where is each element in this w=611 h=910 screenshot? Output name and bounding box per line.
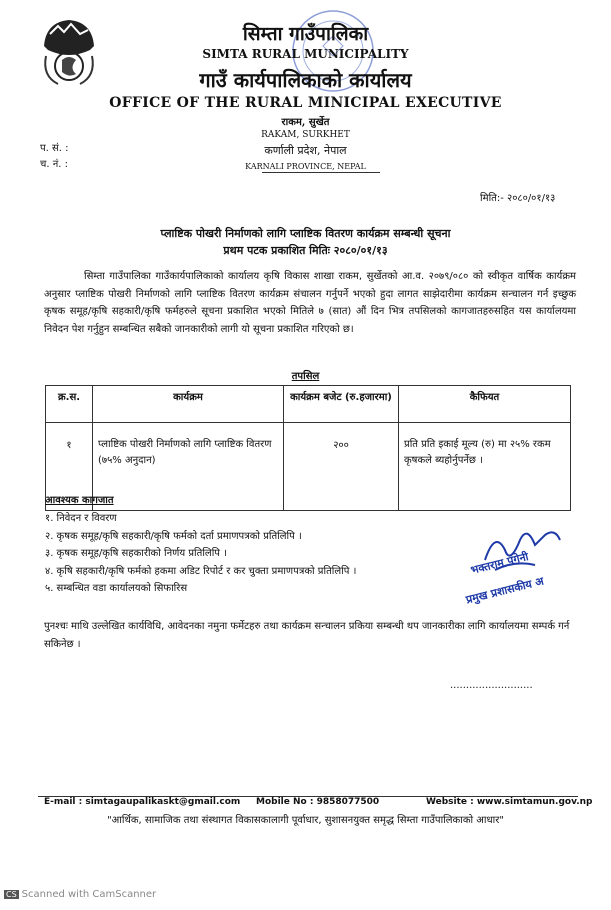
list-item: २. कृषक समूह/कृषि सहकारी/कृषि फर्मको दर्ता प्रमाणपत्रको प्रतिलिपि । [45,530,302,542]
list-item: ५. सम्बन्धित वडा कार्यालयको सिफारिस [45,583,188,594]
cell-remarks: प्रति प्रति इकाई मूल्य (रु) मा २५% रकम कृषकले ब्यहोर्नुपर्नेछ । [399,423,571,511]
list-item: १. निवेदन र विवरण [45,513,117,524]
col-header-sn: क्र.स. [46,386,93,423]
footer-website: Website : www.simtamun.gov.np [426,797,593,807]
notice-title: प्लाष्टिक पोखरी निर्माणको लागि प्लाष्टिक वितरण कार्यक्रम सम्बन्धी सूचना [160,227,451,240]
footer-mobile: Mobile No : 9858077500 [256,797,380,807]
address-np: राकम, सुर्खेत [281,117,330,128]
documents-list [45,510,356,598]
col-header-program: कार्यक्रम [93,386,284,423]
scanner-watermark [4,889,156,900]
province-en: KARNALI PROVINCE, NEPAL [245,162,366,171]
notice-body [44,268,576,338]
office-name-en: OFFICE OF THE RURAL MINICIPAL EXECUTIVE [109,95,502,111]
dispatch-number-label: च. नं. : [40,159,68,170]
scanner-text: Scanned with CamScanner [21,889,157,900]
signatory-title: प्रमुख प्रशासकीय अ [464,574,545,607]
table-header-row [46,386,571,423]
documents-title: आवश्यक कागजात [45,495,114,506]
office-name-np: गाउँ कार्यपालिकाको कार्यालय [199,68,412,92]
signatory-name: भक्तराम पंगेनी [469,550,530,577]
list-item: ४. कृषि सहकारी/कृषि फर्मको हकमा अडिट रिपोर्ट र कर चुक्ता प्रमाणपत्रको प्रतिलिपि । [45,565,357,577]
list-item: ३. कृषक समूह/कृषि सहकारीको निर्णय प्रतिलिपि । [45,548,227,559]
signature-line: .......................... [450,680,533,691]
cell-sn: १ [46,423,93,511]
program-table [45,385,571,511]
notice-subtitle: प्रथम पटक प्रकाशित मितिः २०८०/०१/१३ [223,244,388,257]
province-np: कर्णाली प्रदेश, नेपाल [264,144,347,157]
notice-date: मिति:- २०८०/०१/१३ [480,193,556,204]
municipality-name-np: सिम्ता गाउँपालिका [242,23,369,45]
notice-paragraph: सिम्ता गाउँपालिका गाउँकार्यपालिकाको कार्यालय कृषि विकास शाखा राकम, सुर्खेतको आ.व. २०७९/०८० को स्वीकृत वार्षिक कार्यक्रम अनुसार प्लाष्टिक पोखरी निर्माणको लागि प्लाष्टिक वितरण कार्यक्रम संचालन गर्नुपर्ने भएको हुदा लागत साझेदारीमा कार्यक्रम सन्चालन गर्न इच्छुक कृषक समूह/कृषि सहकारी/कृषि फर्महरुले सूचना प्रकाशित भएको मितिले ७ (सात) औं दिन भित्र तपसिलको कागजातहरुसहित यस कार्यालयमा निवेदन पेश गर्नुहुन सम्बन्धित सबैको जानकारीको लागी यो सूचना प्रकाशित गरिएको छ। [44,271,576,335]
camscanner-badge-icon: CS [6,890,17,899]
cell-budget: २०० [284,423,399,511]
postscript: पुनश्चः माथि उल्लेखित कार्यविधि, आवेदनका नमुना फर्मेटहरु तथा कार्यक्रम सन्चालन प्रकिया सम्बन्धी थप जानकारीका लागि कार्यालयमा सम्पर्क गर्न सकिनेछ । [44,621,570,650]
address-en: RAKAM, SURKHET [261,130,350,140]
letter-number-label: प. सं. : [40,143,69,154]
footer-email: E-mail : simtagaupalikaskt@gmail.com [44,797,241,807]
footer-motto: "आर्थिक, सामाजिक तथा संस्थागत विकासकालागी पूर्वाधार, सुशासनयुक्त समृद्ध सिम्ता गाउँपालिकाको आधार" [107,815,504,826]
header-divider [262,172,380,173]
table-caption: तपसिल [291,371,320,382]
col-header-budget: कार्यक्रम बजेट (रु.हजारमा) [284,386,399,423]
col-header-remarks: कैफियत [399,386,571,423]
table-row [46,423,571,511]
cell-program: प्लाष्टिक पोखरी निर्माणको लागि प्लाष्टिक वितरण (७५% अनुदान) [93,423,284,511]
municipality-name-en: SIMTA RURAL MUNICIPALITY [202,47,409,61]
